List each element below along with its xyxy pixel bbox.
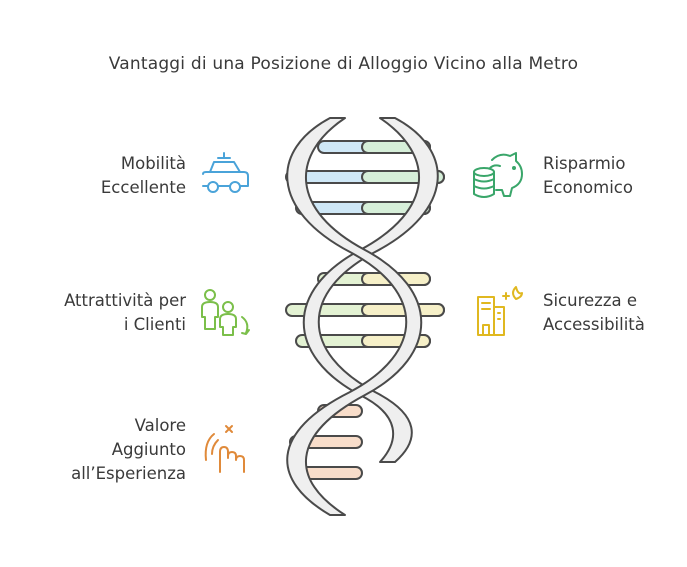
benefit-value-label: Valore Aggiunto all’Esperienza [71, 416, 186, 483]
users-icon [198, 287, 254, 339]
benefit-savings-label: Risparmio Economico [543, 154, 633, 197]
benefit-attractiveness-label: Attrattività per i Clienti [64, 291, 186, 334]
car-icon [198, 150, 252, 198]
building-night-icon [470, 283, 526, 339]
hand-tap-icon [198, 420, 254, 476]
benefit-safety-label: Sicurezza e Accessibilità [543, 291, 645, 334]
piggy-bank-icon [470, 150, 526, 202]
benefit-mobility-label: Mobilità Eccellente [100, 154, 186, 197]
diagram-title: Vantaggi di una Posizione di Alloggio Vicino alla Metro [108, 54, 579, 74]
